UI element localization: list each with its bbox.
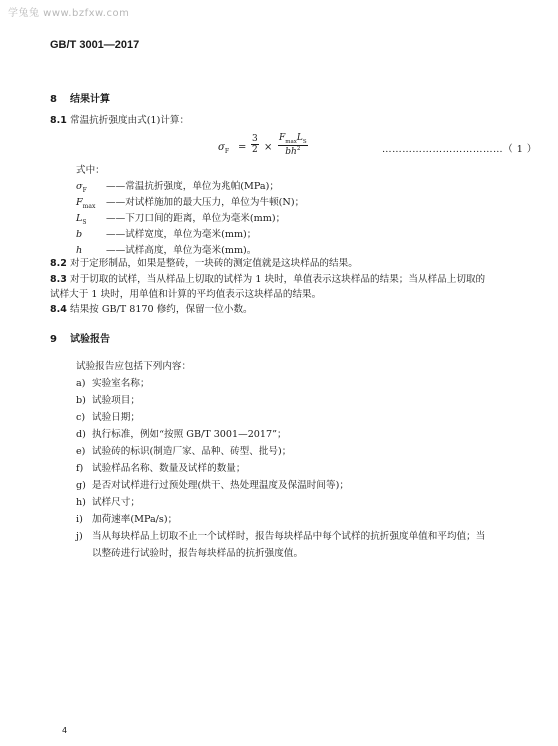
- clause-number: 8.1: [50, 115, 67, 126]
- report-item-j-continued: 以整砖进行试验时，报告每块样品的抗折强度值。: [92, 548, 304, 559]
- section-8-heading: [50, 90, 110, 105]
- report-item-j: j) 当从每块样品上切取不止一个试样时，报告每块样品中每个试样的抗折强度单值和平均值；当: [76, 531, 486, 542]
- clause-8-3-continued: 试样大于 1 块时，用单值和计算的平均值表示这块样品的结果。: [50, 289, 322, 300]
- clause-8-4: [50, 304, 253, 316]
- report-item-b: b) 试验项目；: [76, 395, 140, 406]
- clause-text: 常温抗折强度由式(1)计算：: [70, 115, 190, 126]
- clause-8-2: [50, 258, 358, 270]
- report-item-c: c) 试验日期；: [76, 412, 140, 423]
- page-number: 4: [62, 726, 68, 735]
- report-intro: 试验报告应包括下列内容：: [76, 361, 192, 372]
- section-9-heading: [50, 330, 110, 345]
- definition-h: h ——试样高度，单位为毫米(mm)。: [76, 245, 257, 256]
- formula-equals: =: [238, 142, 247, 153]
- definition-f-max: $F_{max}$ ——对试样施加的最大压力，单位为牛顿(N)；: [76, 197, 305, 210]
- report-item-g: g) 是否对试样进行过预处理(烘干、热处理温度及保温时间等)；: [76, 480, 349, 491]
- clause-number: 8.2: [50, 258, 67, 269]
- section-number: 9: [50, 334, 57, 345]
- report-item-f: f) 试验样品名称、数量及试样的数量；: [76, 463, 246, 474]
- report-item-d: d) 执行标准，例如“按照 GB/T 3001—2017”；: [76, 429, 287, 440]
- formula-times: ×: [264, 142, 273, 153]
- section-title: 试验报告: [70, 334, 110, 345]
- formula-1: [218, 133, 338, 161]
- clause-text: 结果按 GB/T 8170 修约，保留一位小数。: [70, 304, 253, 315]
- definition-sigma-f: $\sigma_F$ ——常温抗折强度，单位为兆帕(MPa)；: [76, 181, 279, 194]
- section-title: 结果计算: [70, 94, 110, 105]
- formula-lhs: $\sigma_F$: [218, 142, 229, 155]
- section-number: 8: [50, 94, 57, 105]
- clause-text: 对于切取的试样，当从样品上切取的试样为 1 块时，单值表示这块样品的结果；当从样品上切取的: [70, 274, 486, 285]
- definition-b: b ——试样宽度，单位为毫米(mm)；: [76, 229, 257, 240]
- report-item-i: i) 加荷速率(MPa/s)；: [76, 514, 178, 525]
- clause-8-1: [50, 115, 189, 127]
- report-item-e: e) 试验砖的标识(制造厂家、品种、砖型、批号)；: [76, 446, 292, 457]
- where-label: 式中：: [76, 165, 105, 176]
- definition-l-s: $L_S$ ——下刀口间的距离，单位为毫米(mm)；: [76, 213, 286, 226]
- clause-number: 8.3: [50, 274, 67, 285]
- formula-fraction-3-2: $\frac{3}{2}$: [252, 134, 258, 155]
- standard-code: GB/T 3001—2017: [50, 39, 140, 51]
- watermark: 学兔兔 www.bzfxw.com: [8, 8, 130, 19]
- clause-text: 对于定形制品，如果是整砖，一块砖的测定值就是这块样品的结果。: [70, 258, 358, 269]
- clause-8-3: [50, 274, 485, 286]
- report-item-h: h) 试样尺寸；: [76, 497, 140, 508]
- formula-number: ………………………………（ 1 ）: [382, 144, 538, 155]
- formula-fraction-main: $F_{max}L_S$ $bh^2$: [279, 133, 307, 157]
- clause-number: 8.4: [50, 304, 67, 315]
- report-item-a: a) 实验室名称；: [76, 378, 150, 389]
